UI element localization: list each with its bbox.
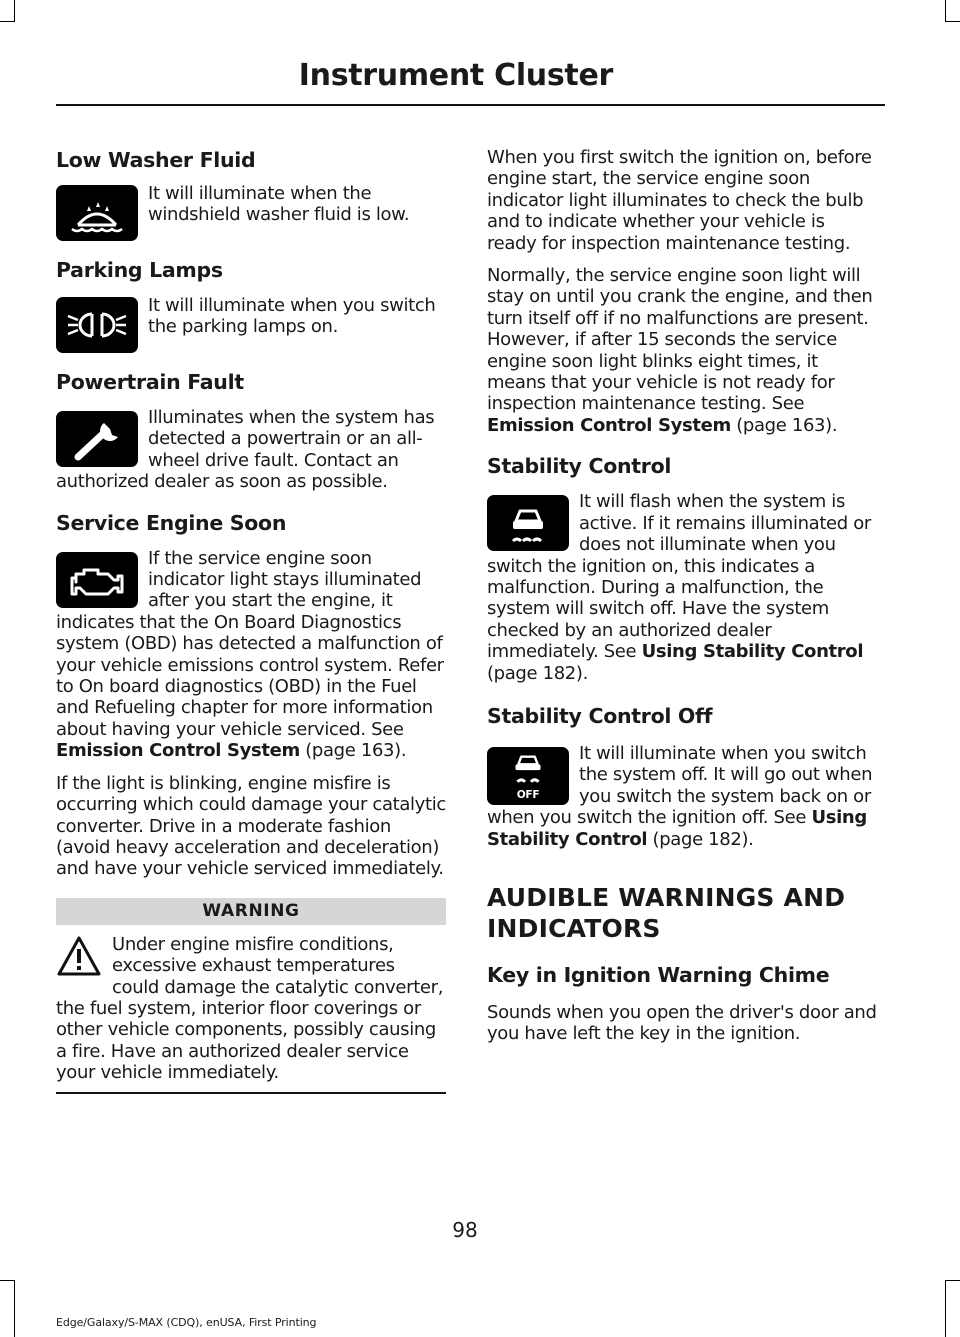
section-heading-audible-line1: AUDIBLE WARNINGS AND <box>487 882 846 912</box>
using-stability-control-link[interactable]: Using Stability Control <box>487 807 867 850</box>
header-rule <box>56 104 885 106</box>
intro-text-2: Normally, the service engine soon light will stay on until you crank the engine, and then turn itself off if no malfunctions are present. However, if after 15 seconds the service engine soon light blinks eight times, it means that your vehicle is not ready for inspection maintenance testing. See <box>487 265 873 415</box>
crop-mark <box>0 1280 15 1281</box>
crop-mark <box>945 0 946 22</box>
off-label: OFF <box>516 788 540 802</box>
engine-icon <box>56 552 138 608</box>
page-ref: (page 163). <box>730 414 838 436</box>
crop-mark <box>0 21 15 22</box>
warning-title: WARNING <box>56 898 446 925</box>
wrench-icon <box>56 411 138 467</box>
powertrain-text: Illuminates when the system has detected a powertrain or an all-wheel drive fault. Contact an authorized dealer as soon as possible. <box>56 407 435 493</box>
section-heading-audible-line2: INDICATORS <box>487 913 661 943</box>
crop-mark <box>14 1280 15 1337</box>
crop-mark <box>945 1280 960 1281</box>
stability-text: It will flash when the system is active. If it remains illuminated or does not illuminate when you switch the ignition on, this indicates a malfunction. During a malfunction, the system will switch off. Have the system checked by an authorized dealer immediately. See <box>487 491 871 663</box>
key-chime-text: Sounds when you open the driver's door and you have left the key in the ignition. <box>487 1001 877 1045</box>
washer-text: It will illuminate when the windshield washer fluid is low. <box>148 183 410 226</box>
left-column <box>56 147 446 1094</box>
section-heading-key-chime: Key in Ignition Warning Chime <box>487 962 830 987</box>
using-stability-control-link[interactable]: Using Stability Control <box>641 641 864 663</box>
section-heading-stability-off: Stability Control Off <box>487 703 713 728</box>
page-ref: (page 182). <box>647 828 754 850</box>
service-text-1: If the service engine soon indicator light stays illuminated after you start the engine, it indicates that the On Board Diagnostics system (OBD) has detected a malfunction of your vehicle emissions control system. Refer to On board diagnostics (OBD) in the Fuel and Refueling chapter for more information about having your vehicle serviced. See <box>56 547 444 740</box>
section-heading-parking: Parking Lamps <box>56 258 223 282</box>
intro-text-1: When you first switch the ignition on, before engine start, the service engine soon indicator light illuminates to check the bulb and to indicate whether your vehicle is ready for inspection maintenance testing. <box>487 147 872 254</box>
page-ref: (page 182). <box>487 662 588 684</box>
section-heading-washer: Low Washer Fluid <box>56 148 256 172</box>
parking-lamps-icon <box>56 297 138 353</box>
section-heading-service: Service Engine Soon <box>56 510 287 535</box>
washer-fluid-icon <box>56 185 138 241</box>
warning-triangle-icon <box>56 934 102 978</box>
service-text-2: If the light is blinking, engine misfire is occurring which could damage your catalytic converter. Drive in a moderate fashion (avoid heavy acceleration and deceleration) and have your vehicle serviced immediately. <box>56 772 446 880</box>
parking-text: It will illuminate when you switch the parking lamps on. <box>148 295 436 338</box>
page-ref: (page 163). <box>299 740 407 762</box>
stability-control-off-icon <box>487 747 569 805</box>
warning-rule <box>56 1092 446 1094</box>
page-title: Instrument Cluster <box>298 58 613 93</box>
stability-control-icon <box>487 495 569 551</box>
right-column <box>487 147 879 1045</box>
crop-mark <box>945 21 960 22</box>
section-heading-powertrain: Powertrain Fault <box>56 370 244 394</box>
emission-control-link[interactable]: Emission Control System <box>56 740 300 762</box>
crop-mark <box>945 1280 946 1337</box>
page-number: 98 <box>452 1218 478 1242</box>
warning-text: Under engine misfire conditions, excessive exhaust temperatures could damage the catalytic converter, the fuel system, interior floor coverings or other vehicle components, possibly causing a fire. Have an authorized dealer service your vehicle immediately. <box>56 933 444 1084</box>
crop-mark <box>14 0 15 22</box>
emission-control-link[interactable]: Emission Control System <box>487 414 731 436</box>
footer-text: Edge/Galaxy/S-MAX (CDQ), enUSA, First Printing <box>56 1316 317 1329</box>
section-heading-stability: Stability Control <box>487 454 672 479</box>
stability-off-text: It will illuminate when you switch the system off. It will go out when you switch the system back on or when you switch the ignition off. See <box>487 742 873 829</box>
